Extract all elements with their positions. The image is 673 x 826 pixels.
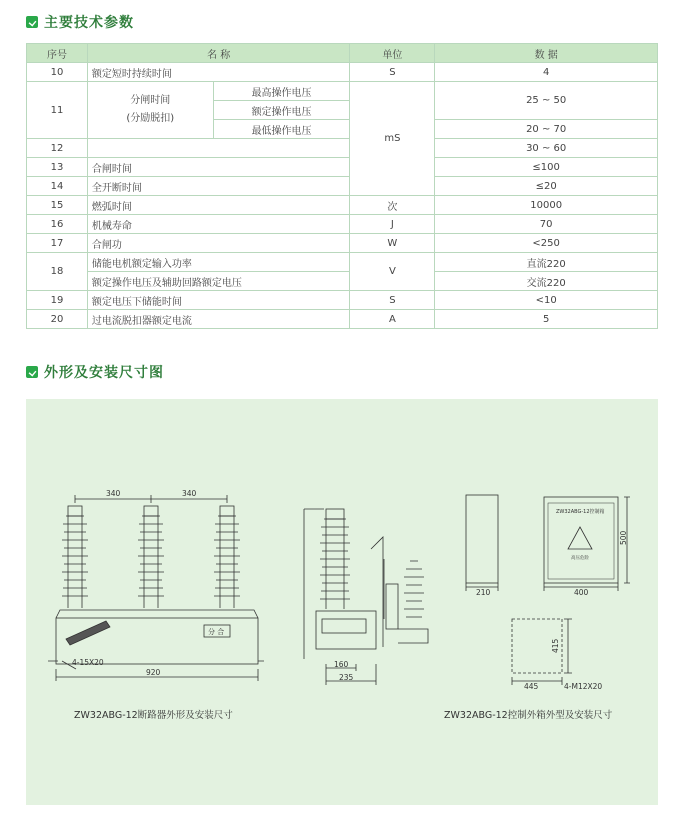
- section-title: 外形及安装尺寸图: [44, 365, 164, 381]
- dim-pitch-2: 340: [182, 489, 197, 498]
- dim-side-2: 235: [339, 673, 354, 682]
- panel-title: ZW32ABG-12控制箱: [556, 509, 605, 515]
- dim-mount-holes: 4-M12X20: [564, 682, 603, 691]
- dimension-drawing-panel: [26, 399, 658, 805]
- dim-box-width-1: 210: [476, 588, 491, 597]
- cell-sub: (分励脱扣): [126, 113, 175, 124]
- table-row: 20 过电流脱扣器额定电流 A 5: [27, 310, 658, 329]
- insulator-2: [138, 506, 164, 608]
- pencil-check-icon: [26, 16, 38, 28]
- dim-overall: 920: [146, 668, 161, 677]
- table-row: 最低操作电压 20 ~ 70: [27, 120, 658, 139]
- breaker-caption: ZW32ABG-12断路器外形及安装尺寸: [74, 710, 233, 721]
- table-row: 额定操作电压及辅助回路额定电压 交流220: [27, 272, 658, 291]
- table-row: 14 全开断时间 ≤20: [27, 177, 658, 196]
- table-row: 11 分闸时间 (分励脱扣) 最高操作电压 mS 25 ~ 50: [27, 82, 658, 101]
- dim-holes: 4-15X20: [72, 658, 104, 667]
- insulator-1: [62, 506, 88, 608]
- table-row: 16 机械寿命 J 70: [27, 215, 658, 234]
- cell-main: 分闸时间: [130, 95, 171, 106]
- header-value: 数 据: [435, 44, 658, 63]
- header-no: 序号: [27, 44, 88, 63]
- table-row: 17 合闸功 W <250: [27, 234, 658, 253]
- dim-box-width-2: 400: [574, 588, 589, 597]
- technical-drawing: [26, 399, 658, 805]
- dim-mount-width: 445: [524, 682, 539, 691]
- table-row: 13 合闸时间 ≤100: [27, 158, 658, 177]
- table-row: 额定操作电压: [27, 101, 658, 120]
- header-unit: 单位: [350, 44, 435, 63]
- dim-side-1: 160: [334, 660, 349, 669]
- dim-mount-height: 415: [551, 638, 560, 653]
- table-row: 12 30 ~ 60: [27, 139, 658, 158]
- section-heading-drawing: [26, 362, 164, 382]
- spec-table: [26, 43, 658, 329]
- dim-pitch-1: 340: [106, 489, 121, 498]
- pencil-check-icon: [26, 366, 38, 378]
- box-caption: ZW32ABG-12控制外箱外型及安装尺寸: [444, 710, 613, 721]
- warning-label: 高压危险: [571, 556, 589, 561]
- table-row: 19 额定电压下储能时间 S <10: [27, 291, 658, 310]
- open-close-plate: 分 合: [208, 628, 225, 636]
- section-title: 主要技术参数: [44, 15, 134, 31]
- table-row: 18 储能电机额定输入功率 V 直流220: [27, 253, 658, 272]
- section-heading-specs: [26, 12, 134, 32]
- header-name: 名 称: [87, 44, 350, 63]
- dim-box-height: 500: [619, 530, 628, 545]
- table-header-row: [27, 44, 658, 63]
- table-row: 15 燃弧时间 次 10000: [27, 196, 658, 215]
- insulator-3: [214, 506, 240, 608]
- table-row: 10 额定短时持续时间 S 4: [27, 63, 658, 82]
